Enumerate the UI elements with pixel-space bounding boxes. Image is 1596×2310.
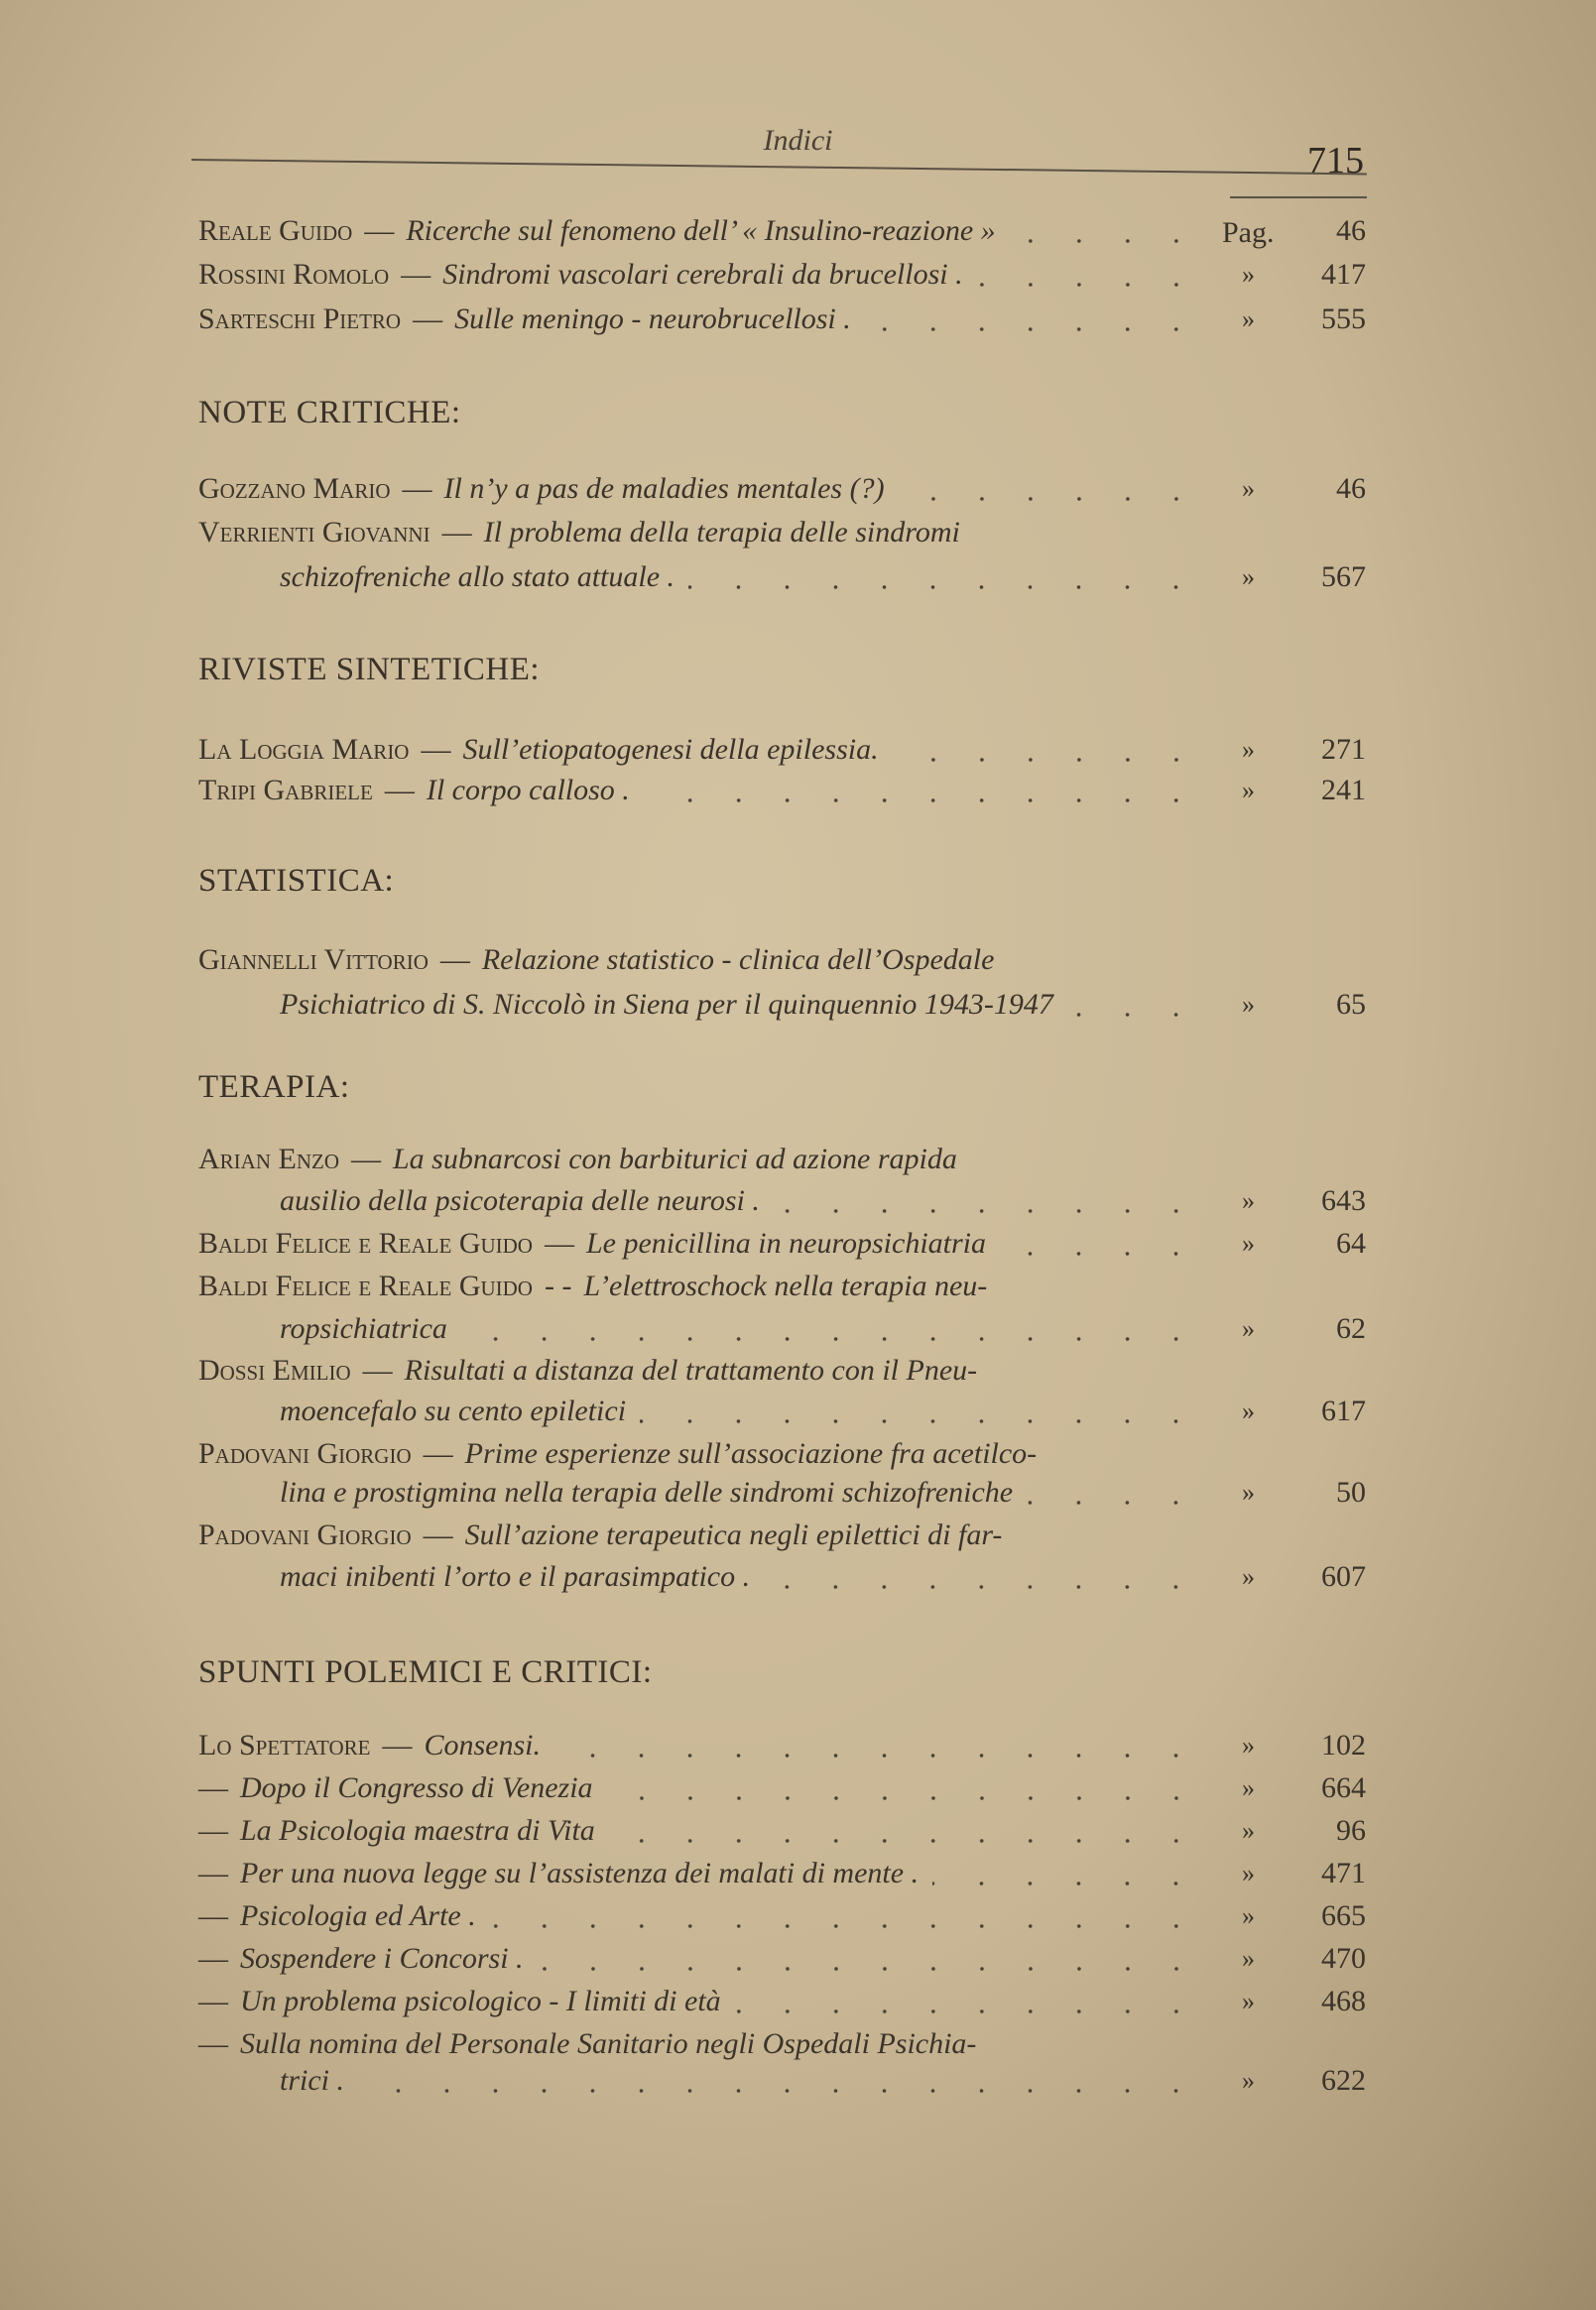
dot-leader: [609, 1839, 1200, 1843]
entry-page: 468: [1321, 1985, 1366, 2017]
page-marker: »: [1242, 1731, 1255, 1760]
entry-title: Psicologia ed Arte .: [240, 1899, 476, 1932]
entry-page: 102: [1321, 1729, 1366, 1762]
entry-separator: —: [423, 1437, 453, 1470]
entry-separator: —: [401, 258, 431, 291]
entry-title: Il problema della terapia delle sindromi: [483, 516, 960, 548]
entry-separator: —: [441, 516, 472, 548]
page-marker: »: [1242, 304, 1255, 333]
index-entry-line: [198, 733, 1200, 773]
page-marker: »: [1242, 1478, 1255, 1507]
entry-page: 470: [1321, 1942, 1366, 1975]
entry-title: Il corpo calloso .: [426, 774, 630, 806]
entry-title: Sindromi vascolari cerebrali da brucellosi .: [442, 258, 963, 291]
entry-separator: —: [421, 733, 451, 766]
index-entry-line: [198, 1227, 1200, 1267]
index-entry-line: [198, 472, 1200, 512]
entry-title: L’elettroschock nella terapia neu-: [583, 1270, 988, 1302]
entry-separator: —: [364, 214, 395, 247]
section-heading: STATISTICA:: [198, 863, 395, 899]
entry-page: 664: [1321, 1771, 1366, 1804]
entry-separator: —: [198, 1814, 228, 1847]
page-marker: »: [1242, 1816, 1255, 1845]
entry-separator: —: [439, 943, 470, 976]
page-marker: »: [1242, 1859, 1255, 1887]
entry-title: Psichiatrico di S. Niccolò in Siena per il quinquennio 1943-1947: [280, 988, 1053, 1021]
entry-title: Le penicillina in neuropsichiatria: [585, 1227, 987, 1260]
entry-author: Dossi Emilio: [198, 1354, 351, 1387]
index-entry-line: [198, 1985, 1200, 2024]
dot-leader: [1027, 1501, 1200, 1505]
index-entry-line: [198, 1942, 1200, 1982]
index-entry-line: [198, 1437, 1200, 1477]
entry-title: Ricerche sul fenomeno dell’ « Insulino-reazione »: [406, 214, 996, 247]
index-entry-line: [198, 516, 1200, 555]
index-entry-line: [280, 988, 1200, 1028]
entry-page: 46: [1336, 472, 1366, 505]
entry-title: La Psicologia maestra di Vita: [240, 1814, 595, 1847]
dot-leader: [644, 798, 1200, 802]
dot-leader: [1000, 1252, 1200, 1256]
section-heading: RIVISTE SINTETICHE:: [198, 652, 541, 687]
index-entry-line: [280, 2064, 1200, 2104]
entry-title: ausilio della psicoterapia delle neurosi .: [280, 1184, 760, 1217]
page-marker: »: [1242, 1944, 1255, 1973]
entry-author: Padovani Giorgio: [198, 1437, 412, 1470]
page-marker: Pag.: [1222, 216, 1275, 249]
entry-author: Baldi Felice e Reale Guido: [198, 1270, 533, 1302]
entry-separator: —: [413, 303, 443, 335]
page-marker: »: [1242, 1186, 1255, 1215]
entry-separator: —: [423, 1519, 453, 1551]
page-marker: »: [1242, 1397, 1255, 1425]
page-marker: »: [1242, 1987, 1255, 2015]
dot-leader: [640, 1419, 1200, 1423]
running-head: Indici: [763, 124, 833, 157]
dot-leader: [774, 1209, 1200, 1213]
index-entry-line: [198, 1814, 1200, 1854]
entry-separator: —: [544, 1227, 574, 1260]
entry-page: 46: [1336, 214, 1366, 247]
index-entry-line: [198, 258, 1200, 298]
entry-title: Consensi.: [424, 1729, 541, 1762]
header-rule: [191, 159, 1367, 175]
entry-title: ropsichiatrica: [280, 1312, 447, 1345]
page-marker: »: [1242, 562, 1255, 591]
entry-separator: —: [198, 2027, 228, 2060]
dot-leader: [977, 283, 1200, 287]
index-entry-line: [280, 1560, 1200, 1600]
index-entry-line: [198, 1857, 1200, 1896]
entry-separator: —: [384, 774, 415, 806]
entry-title: Il n’y a pas de maladies mentales (?): [443, 472, 885, 505]
dot-leader: [932, 1882, 1200, 1885]
entry-title: Sospendere i Concorsi .: [240, 1942, 524, 1975]
entry-title: Risultati a distanza del trattamento con il Pneu-: [404, 1354, 978, 1387]
entry-page: 241: [1321, 774, 1366, 806]
entry-title: schizofreniche allo stato attuale .: [280, 560, 675, 593]
entry-separator: —: [382, 1729, 413, 1762]
entry-page: 622: [1321, 2064, 1366, 2097]
page-number: 715: [1307, 140, 1364, 182]
entry-author: Tripi Gabriele: [198, 774, 373, 806]
entry-author: Arian Enzo: [198, 1143, 339, 1175]
entry-page: 96: [1336, 1814, 1366, 1847]
entry-title: Sull’etiopatogenesi della epilessia.: [462, 733, 879, 766]
entry-separator: —: [402, 472, 432, 505]
index-entry-line: [198, 1270, 1200, 1309]
entry-author: Lo Spettatore: [198, 1729, 371, 1762]
index-entry-line: [280, 1312, 1200, 1352]
entry-title: Sulle meningo - neurobrucellosi .: [454, 303, 851, 335]
entry-author: Rossini Romolo: [198, 258, 390, 291]
entry-page: 417: [1321, 258, 1366, 291]
entry-author: Giannelli Vittorio: [198, 943, 429, 976]
index-entry-line: [198, 1729, 1200, 1768]
index-entry-line: [198, 303, 1200, 342]
entry-author: Verrienti Giovanni: [198, 516, 430, 548]
entry-separator: —: [198, 1942, 228, 1975]
page-marker: »: [1242, 1229, 1255, 1258]
entry-author: Gozzano Mario: [198, 472, 391, 505]
entry-author: Sarteschi Pietro: [198, 303, 402, 335]
index-entry-line: [280, 1184, 1200, 1224]
page-marker: »: [1242, 735, 1255, 764]
entry-title: moencefalo su cento epiletici: [280, 1395, 627, 1427]
page-marker: »: [1242, 260, 1255, 289]
dot-leader: [490, 1924, 1200, 1928]
entry-separator: —: [198, 1899, 228, 1932]
header-rule-end: [1230, 196, 1367, 198]
index-entry-line: [198, 1899, 1200, 1939]
entry-author: Padovani Giorgio: [198, 1519, 412, 1551]
entry-page: 665: [1321, 1899, 1366, 1932]
page-marker: »: [1242, 776, 1255, 804]
entry-separator: —: [198, 1857, 228, 1889]
page-marker: »: [1242, 1562, 1255, 1591]
index-entry-line: [198, 943, 1200, 983]
dot-leader: [1010, 239, 1200, 243]
entry-page: 271: [1321, 733, 1366, 766]
page-marker: »: [1242, 474, 1255, 503]
dot-leader: [764, 1585, 1200, 1589]
page-marker: »: [1242, 1773, 1255, 1802]
dot-leader: [893, 758, 1200, 762]
index-entry-line: [198, 1354, 1200, 1394]
dot-leader: [1067, 1013, 1200, 1017]
index-entry-line: [198, 2027, 1200, 2067]
entry-title: Per una nuova legge su l’assistenza dei malati di mente .: [240, 1857, 920, 1889]
entry-title: maci inibenti l’orto e il parasimpatico .: [280, 1560, 751, 1593]
dot-leader: [461, 1337, 1200, 1341]
index-entry-line: [280, 560, 1200, 600]
entry-title: Un problema psicologico - I limiti di età: [240, 1985, 721, 2017]
entry-page: 555: [1321, 303, 1366, 335]
index-entry-line: [198, 1771, 1200, 1811]
dot-leader: [688, 585, 1200, 589]
entry-author: Baldi Felice e Reale Guido: [198, 1227, 533, 1260]
entry-author: Reale Guido: [198, 214, 353, 247]
section-heading: SPUNTI POLEMICI E CRITICI:: [198, 1654, 653, 1690]
entry-title: Sulla nomina del Personale Sanitario negli Ospedali Psichia-: [240, 2027, 977, 2060]
section-heading: TERAPIA:: [198, 1069, 350, 1105]
entry-page: 64: [1336, 1227, 1366, 1260]
entry-page: 50: [1336, 1476, 1366, 1509]
entry-separator: —: [198, 1985, 228, 2017]
index-entry-line: [198, 774, 1200, 813]
entry-page: 62: [1336, 1312, 1366, 1345]
entry-page: 471: [1321, 1857, 1366, 1889]
dot-leader: [358, 2089, 1200, 2093]
entry-title: lina e prostigmina nella terapia delle sindromi schizofreniche: [280, 1476, 1014, 1509]
entry-title: Dopo il Congresso di Venezia: [240, 1771, 593, 1804]
dot-leader: [899, 497, 1200, 501]
dot-leader: [607, 1796, 1200, 1800]
section-heading: NOTE CRITICHE:: [198, 395, 461, 430]
dot-leader: [538, 1967, 1200, 1971]
page-marker: »: [1242, 1314, 1255, 1343]
entry-page: 65: [1336, 988, 1366, 1021]
entry-separator: —: [362, 1354, 393, 1387]
page-marker: »: [1242, 2066, 1255, 2095]
entry-page: 643: [1321, 1184, 1366, 1217]
dot-leader: [554, 1754, 1200, 1758]
entry-separator: - -: [544, 1270, 572, 1302]
entry-title: Sull’azione terapeutica negli epilettici di far-: [464, 1519, 1003, 1551]
entry-page: 617: [1321, 1395, 1366, 1427]
entry-separator: —: [198, 1771, 228, 1804]
entry-title: trici .: [280, 2064, 344, 2097]
index-entry-line: [198, 1519, 1200, 1558]
index-entry-line: [198, 1143, 1200, 1182]
entry-author: La Loggia Mario: [198, 733, 410, 766]
index-entry-line: [280, 1476, 1200, 1516]
dot-leader: [735, 2009, 1200, 2013]
entry-page: 607: [1321, 1560, 1366, 1593]
page-marker: »: [1242, 1901, 1255, 1930]
entry-title: Relazione statistico - clinica dell’Ospedale: [481, 943, 995, 976]
entry-separator: —: [350, 1143, 381, 1175]
entry-page: 567: [1321, 560, 1366, 593]
dot-leader: [865, 327, 1200, 331]
page-marker: »: [1242, 990, 1255, 1019]
index-entry-line: [198, 214, 1200, 254]
index-entry-line: [280, 1395, 1200, 1434]
entry-title: La subnarcosi con barbiturici ad azione rapida: [392, 1143, 957, 1175]
entry-title: Prime esperienze sull’associazione fra acetilco-: [464, 1437, 1038, 1470]
